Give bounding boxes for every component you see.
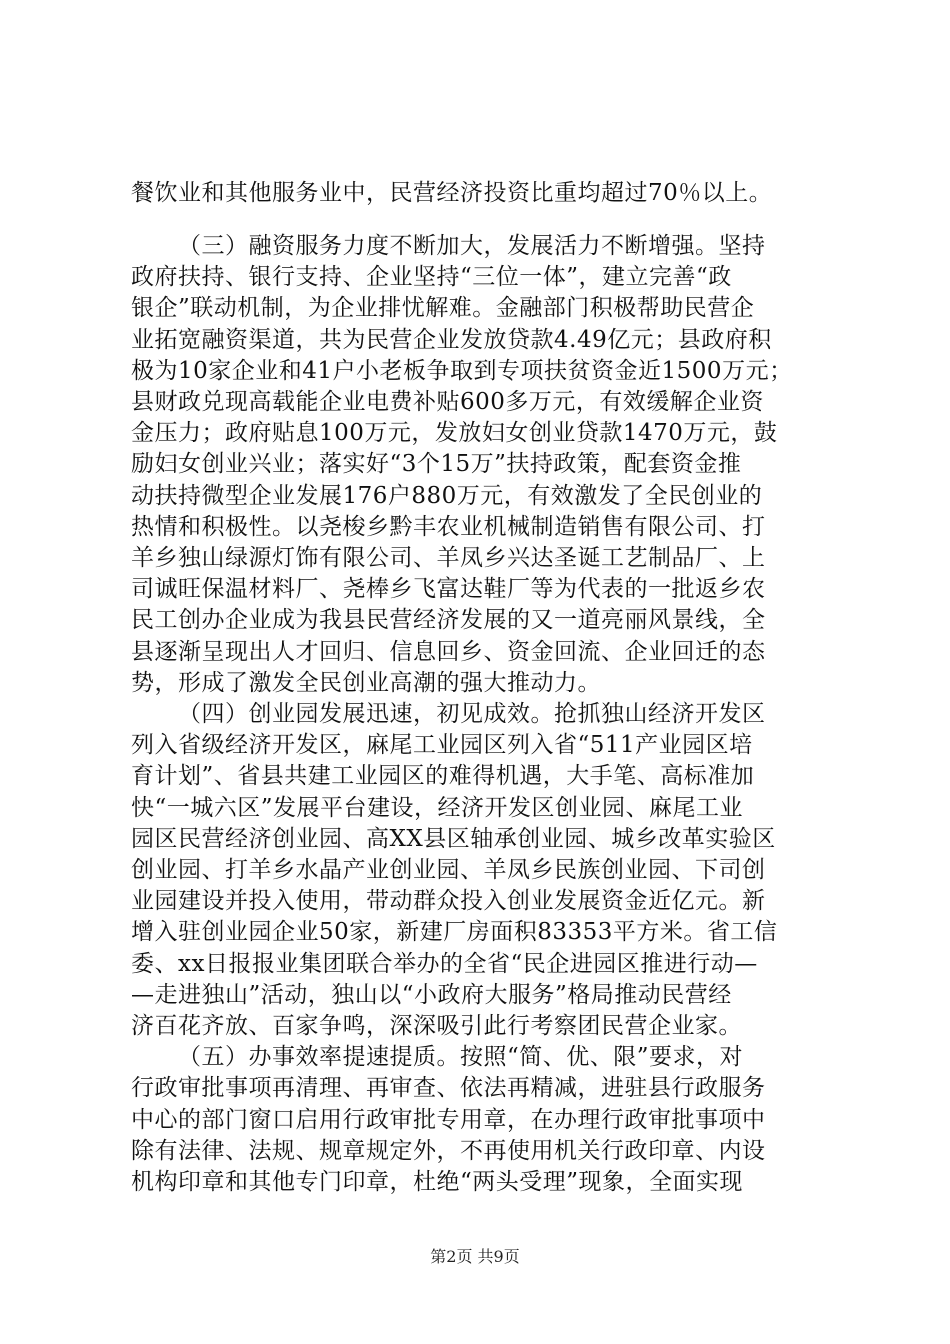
paragraph-3-heading-line: （三）融资服务力度不断加大，发展活力不断增强。坚持: [178, 233, 766, 259]
text-line: —走进独山”活动，独山以“小政府大服务”格局推动民营经: [131, 982, 732, 1008]
page-footer: 第2页 共9页: [430, 1247, 520, 1266]
text-line: 金压力；政府贴息100万元，发放妇女创业贷款1470万元，鼓: [131, 420, 778, 446]
text-line: 园区民营经济创业园、高XX县区轴承创业园、城乡改革实验区: [131, 826, 776, 852]
text-line: 司诚旺保温材料厂、尧棒乡飞富达鞋厂等为代表的一批返乡农: [131, 576, 766, 602]
text-line: 县财政兑现高载能企业电费补贴600多万元，有效缓解企业资: [131, 389, 764, 415]
text-line: 快“一城六区”发展平台建设，经济开发区创业园、麻尾工业: [131, 795, 744, 821]
text-line: 动扶持微型企业发展176户880万元，有效激发了全民创业的: [131, 483, 763, 509]
text-line: 励妇女创业兴业；落实好“3个15万”扶持政策，配套资金推: [131, 451, 742, 477]
paragraph-5-heading-line: （五）办事效率提速提质。按照“简、优、限”要求，对: [178, 1044, 744, 1070]
paragraph-4-heading-line: （四）创业园发展迅速，初见成效。抢抓独山经济开发区: [178, 701, 766, 727]
text-line: 县逐渐呈现出人才回归、信息回乡、资金回流、企业回迁的态: [131, 639, 766, 665]
text-line: 机构印章和其他专门印章，杜绝“两头受理”现象，全面实现: [131, 1169, 744, 1195]
text-line: 势，形成了激发全民创业高潮的强大推动力。: [131, 670, 601, 696]
text-line: 列入省级经济开发区，麻尾工业园区列入省“511产业园区培: [131, 732, 753, 758]
text-line: 育计划”、省县共建工业园区的难得机遇，大手笔、高标准加: [131, 763, 755, 789]
text-line: 热情和积极性。以尧梭乡黔丰农业机械制造销售有限公司、打: [131, 514, 766, 540]
text-line: 增入驻创业园企业50家，新建厂房面积83353平方米。省工信: [131, 919, 778, 945]
text-line: 创业园、打羊乡水晶产业创业园、羊凤乡民族创业园、下司创: [131, 857, 766, 883]
text-line: 银企”联动机制，为企业排忧解难。金融部门积极帮助民营企: [131, 295, 755, 321]
text-line: 中心的部门窗口启用行政审批专用章，在办理行政审批事项中: [131, 1107, 766, 1133]
text-line: 业拓宽融资渠道，共为民营企业发放贷款4.49亿元；县政府积: [131, 327, 772, 353]
text-line: 委、xx日报报业集团联合举办的全省“民企进园区推进行动—: [131, 951, 758, 977]
text-line: 除有法律、法规、规章规定外，不再使用机关行政印章、内设: [131, 1138, 766, 1164]
text-line: 业园建设并投入使用，带动群众投入创业发展资金近亿元。新: [131, 888, 766, 914]
text-line: 极为10家企业和41户小老板争取到专项扶贫资金近1500万元；: [131, 358, 793, 384]
text-line: 羊乡独山绿源灯饰有限公司、羊凤乡兴达圣诞工艺制品厂、上: [131, 545, 766, 571]
text-line: 行政审批事项再清理、再审查、依法再精减，进驻县行政服务: [131, 1075, 766, 1101]
text-line: 政府扶持、银行支持、企业坚持“三位一体”，建立完善“政: [131, 264, 732, 290]
text-line: 餐饮业和其他服务业中，民营经济投资比重均超过70％以上。: [131, 180, 773, 206]
text-line: 济百花齐放、百家争鸣，深深吸引此行考察团民营企业家。: [131, 1013, 742, 1039]
text-line: 民工创办企业成为我县民营经济发展的又一道亮丽风景线，全: [131, 607, 766, 633]
